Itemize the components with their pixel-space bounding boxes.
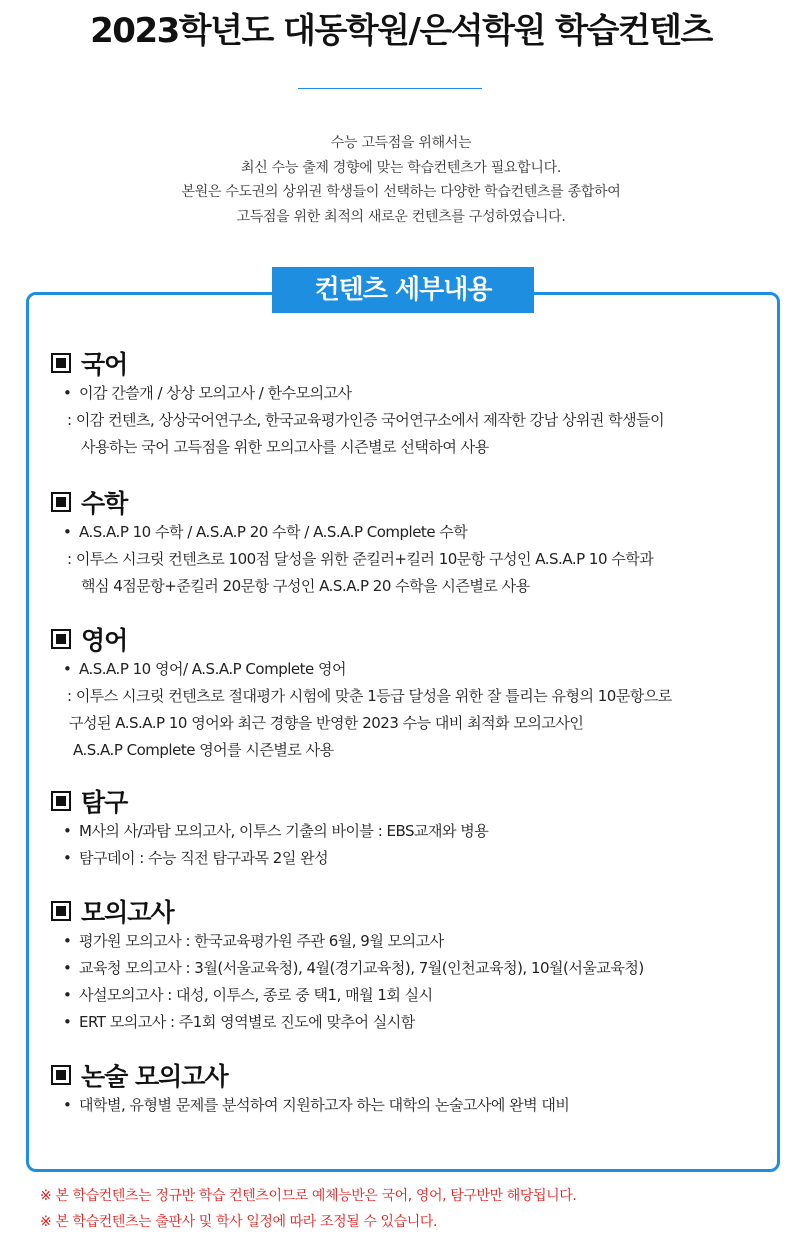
section-inquiry <box>51 784 488 872</box>
section-header <box>51 346 664 380</box>
bullet-dot: • <box>63 959 72 977</box>
list-item: • 교육청 모의고사 : 3월(서울교육청), 4월(경기교육청), 7월(인천교육청), 10월(서울교육청) <box>51 955 644 982</box>
bullet-dot: • <box>63 932 72 950</box>
section-math <box>51 485 653 600</box>
description-line: 사용하는 국어 고득점을 위한 모의고사를 시즌별로 선택하여 사용 <box>81 438 489 456</box>
bullet-dot: • <box>63 384 72 402</box>
list-item: • M사의 사/과탐 모의고사, 이투스 기출의 바이블 : EBS교재와 병용 <box>51 818 488 845</box>
page-title-text: 2023학년도 대동학원/은석학원 학습컨텐츠 <box>90 11 712 51</box>
bullet-dot: • <box>63 523 72 541</box>
square-bullet-icon <box>51 791 71 811</box>
section-header <box>51 894 644 928</box>
section-korean <box>51 346 664 461</box>
list-item: • 탐구데이 : 수능 직전 탐구과목 2일 완성 <box>51 845 488 872</box>
section-header <box>51 485 653 519</box>
intro-line: 수능 고득점을 위해서는 <box>330 135 472 151</box>
title-underline <box>298 88 482 89</box>
intro-line: 고득점을 위한 최적의 새로운 컨텐츠를 구성하였습니다. <box>236 208 566 225</box>
content-box-title: 컨텐츠 세부내용 <box>272 267 534 313</box>
section-mock-exam <box>51 894 644 1036</box>
square-bullet-icon <box>51 629 71 649</box>
square-bullet-icon <box>51 492 71 512</box>
section-title: 모의고사 <box>81 898 174 927</box>
header <box>0 8 802 54</box>
section-header <box>51 784 488 818</box>
description-line: 구성된 A.S.A.P 10 영어와 최근 경향을 반영한 2023 수능 대비 최적화 모의고사인 <box>69 714 584 732</box>
bullet-dot: • <box>63 1096 72 1114</box>
section-title: 영어 <box>81 626 128 655</box>
footnote: ※ 본 학습컨텐츠는 출판사 및 학사 일정에 따라 조정될 수 있습니다. <box>40 1214 438 1230</box>
bullet-dot: • <box>63 660 72 678</box>
section-essay-mock <box>51 1058 569 1119</box>
list-item: • A.S.A.P 10 영어/ A.S.A.P Complete 영어 <box>51 656 672 683</box>
section-header <box>51 622 672 656</box>
section-english <box>51 622 672 764</box>
list-item: • 대학별, 유형별 문제를 분석하여 지원하고자 하는 대학의 논술고사에 완벽 대비 <box>51 1092 569 1119</box>
bullet-dot: • <box>63 986 72 1004</box>
section-title: 탐구 <box>81 788 128 817</box>
footnote: ※ 본 학습컨텐츠는 정규반 학습 컨텐츠이므로 예체능반은 국어, 영어, 탐구반만 해당됩니다. <box>40 1188 577 1204</box>
intro-line: 최신 수능 출제 경향에 맞는 학습컨텐츠가 필요합니다. <box>241 159 561 176</box>
section-header <box>51 1058 569 1092</box>
bullet-dot: • <box>63 1013 72 1031</box>
description-line: A.S.A.P Complete 영어를 시즌별로 사용 <box>73 741 334 759</box>
description-line: : 이투스 시크릿 컨텐츠로 절대평가 시험에 맞춘 1등급 달성을 위한 잘 틀리는 유형의 10문항으로 <box>67 687 672 705</box>
bullet-dot: • <box>63 849 72 867</box>
description-line: 핵심 4점문항+준킬러 20문항 구성인 A.S.A.P 20 수학을 시즌별로 사용 <box>81 577 530 595</box>
list-item: • 이감 간쓸개 / 상상 모의고사 / 한수모의고사 <box>51 380 664 407</box>
list-item: • ERT 모의고사 : 주1회 영역별로 진도에 맞추어 실시함 <box>51 1009 644 1036</box>
list-item: • 사설모의고사 : 대성, 이투스, 종로 중 택1, 매월 1회 실시 <box>51 982 644 1009</box>
intro-text <box>0 131 802 229</box>
bullet-dot: • <box>63 822 72 840</box>
description-line: : 이투스 시크릿 컨텐츠로 100점 달성을 위한 준킬러+킬러 10문항 구성인 A.S.A.P 10 수학과 <box>67 550 654 568</box>
section-title: 논술 모의고사 <box>81 1062 228 1091</box>
section-title: 국어 <box>81 350 128 379</box>
square-bullet-icon <box>51 353 71 373</box>
intro-line: 본원은 수도권의 상위권 학생들이 선택하는 다양한 학습컨텐츠를 종합하여 <box>181 184 621 200</box>
list-item: • 평가원 모의고사 : 한국교육평가원 주관 6월, 9월 모의고사 <box>51 928 644 955</box>
description-line: : 이감 컨텐츠, 상상국어연구소, 한국교육평가인증 국어연구소에서 제작한 강남 상위권 학생들이 <box>67 411 665 429</box>
footnotes <box>40 1183 576 1235</box>
square-bullet-icon <box>51 1065 71 1085</box>
page-title <box>84 8 718 54</box>
list-item: • A.S.A.P 10 수학 / A.S.A.P 20 수학 / A.S.A.P Complete 수학 <box>51 519 653 546</box>
square-bullet-icon <box>51 901 71 921</box>
section-title: 수학 <box>81 489 128 518</box>
